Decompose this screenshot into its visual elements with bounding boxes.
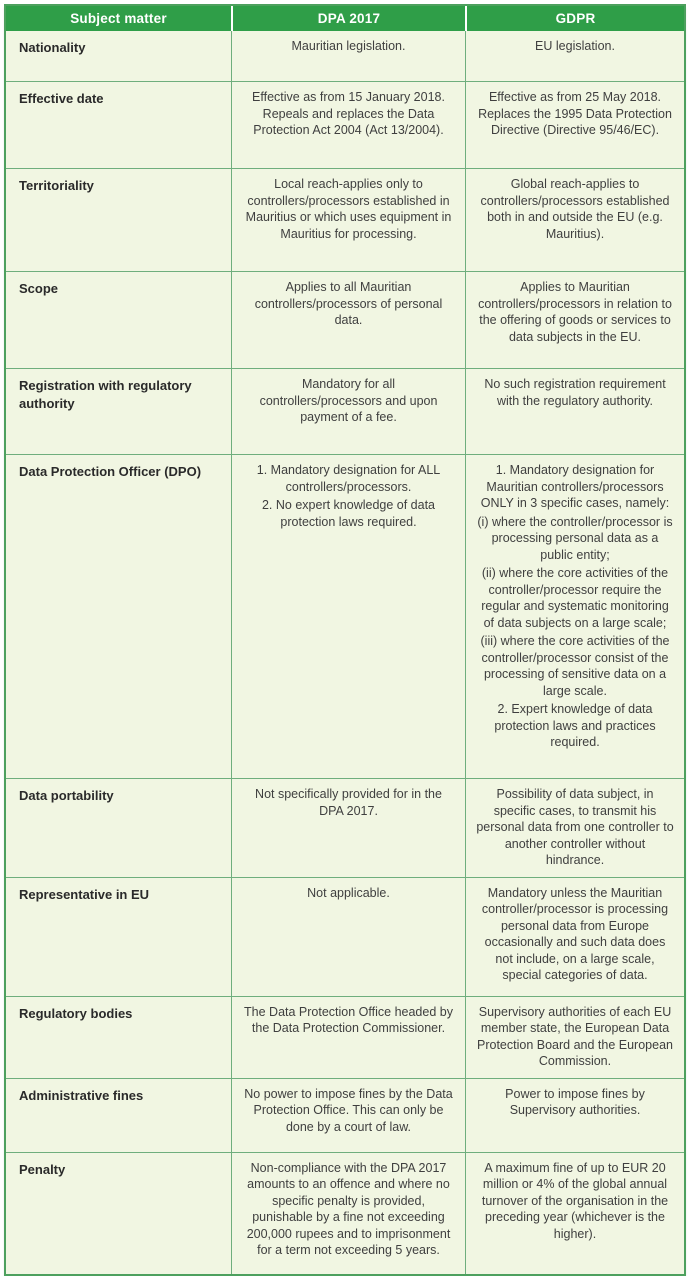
cell-paragraph: EU legislation. — [535, 39, 615, 53]
table-row — [6, 454, 684, 778]
dpa-cell — [231, 82, 465, 168]
table-row — [6, 271, 684, 368]
table-row — [6, 1078, 684, 1152]
header-subject-matter — [6, 6, 231, 31]
subject-cell: Representative in EU — [19, 886, 150, 902]
cell-paragraph: 2. Expert knowledge of data protection laws and practices required. — [494, 702, 656, 749]
header-gdpr — [465, 6, 684, 31]
table-row — [6, 778, 684, 877]
dpa-cell — [231, 31, 465, 81]
gdpr-cell — [465, 169, 684, 271]
dpa-cell — [231, 779, 465, 877]
cell-paragraph: 2. No expert knowledge of data protection laws required. — [261, 498, 436, 529]
cell-paragraph: Supervisory authorities of each EU member state, the European Data Protection Board and the European Commission. — [477, 1004, 673, 1068]
table-row — [6, 81, 684, 168]
header-label: DPA 2017 — [317, 11, 381, 26]
table-body — [6, 31, 684, 1274]
cell-paragraph: Mandatory for all controllers/processors and upon payment of a fee. — [259, 377, 438, 424]
cell-paragraph: Mandatory unless the Mauritian controller/processor is processing personal data from Europe occasionally and such data does not include, on a large scale, special categories of data. — [481, 885, 669, 982]
dpa-cell — [231, 878, 465, 996]
cell-paragraph: Not applicable. — [307, 885, 390, 900]
dpa-cell — [231, 1079, 465, 1152]
table-row — [6, 996, 684, 1078]
table-row — [6, 877, 684, 996]
cell-paragraph: Mauritian legislation. — [291, 39, 406, 53]
cell-paragraph: 1. Mandatory designation for ALL controllers/processors. — [256, 463, 441, 494]
gdpr-cell — [465, 369, 684, 454]
cell-paragraph: A maximum fine of up to EUR 20 million or 4% of the global annual turnover of the organisation in the preceding year (whichever is the higher). — [481, 1160, 669, 1241]
gdpr-cell — [465, 997, 684, 1078]
table-row — [6, 368, 684, 454]
cell-paragraph: No power to impose fines by the Data Protection Office. This can only be done by a court of law. — [244, 1086, 453, 1134]
dpa-cell — [231, 169, 465, 271]
header-label: GDPR — [555, 11, 596, 26]
cell-paragraph: (i) where the controller/processor is processing personal data as a public entity; — [477, 514, 673, 562]
subject-cell: Regulatory bodies — [19, 1005, 133, 1021]
header-dpa-2017 — [231, 6, 465, 31]
cell-paragraph: Applies to all Mauritian controllers/processors of personal data. — [254, 280, 443, 327]
cell-paragraph: Effective as from 25 May 2018. Replaces the 1995 Data Protection Directive (Directive 95/46/EC). — [478, 90, 672, 137]
cell-paragraph: Effective as from 15 January 2018. Repeals and replaces the Data Protection Act 2004 (Act 13/2004). — [252, 90, 445, 137]
table-row — [6, 1152, 684, 1274]
cell-paragraph: Local reach-applies only to controllers/processors established in Mauritius or which uses equipment in Mauritius for processing. — [245, 177, 452, 241]
subject-cell: Data Protection Officer (DPO) — [19, 464, 202, 479]
cell-paragraph: No such registration requirement with the regulatory authority. — [484, 377, 666, 408]
subject-cell: Territoriality — [19, 178, 94, 193]
cell-paragraph: The Data Protection Office headed by the Data Protection Commissioner. — [244, 1004, 453, 1035]
cell-paragraph: (iii) where the core activities of the controller/processor consist of the processing of sensitive data on a large scale. — [480, 634, 670, 698]
header-label: Subject matter — [70, 11, 167, 26]
dpa-cell — [231, 272, 465, 368]
gdpr-cell — [465, 1079, 684, 1152]
gdpr-cell — [465, 455, 684, 778]
cell-paragraph: (ii) where the core activities of the controller/processor require the regular and systematic monitoring of data subjects on a large scale; — [481, 566, 669, 630]
subject-cell: Nationality — [19, 40, 86, 55]
subject-cell: Penalty — [19, 1161, 66, 1177]
gdpr-cell — [465, 779, 684, 877]
subject-cell: Effective date — [19, 91, 104, 106]
cell-paragraph: Global reach-applies to controllers/processors established both in and outside the EU (e.g. Mauritius). — [480, 177, 670, 241]
table-row — [6, 31, 684, 81]
cell-paragraph: 1. Mandatory designation for Mauritian controllers/processors ONLY in 3 specific cases, namely: — [480, 463, 670, 510]
dpa-cell — [231, 455, 465, 778]
gdpr-cell — [465, 82, 684, 168]
dpa-cell — [231, 997, 465, 1078]
subject-cell: Data portability — [19, 788, 114, 803]
subject-cell: Administrative fines — [19, 1087, 144, 1103]
cell-paragraph: Possibility of data subject, in specific cases, to transmit his personal data from one controller to another controller without hindrance. — [476, 787, 674, 867]
subject-cell: Scope — [19, 281, 59, 296]
subject-cell: Registration with regulatory authority — [19, 378, 192, 411]
dpa-cell — [231, 369, 465, 454]
table-header-row — [6, 6, 684, 31]
comparison-table — [4, 4, 686, 1276]
dpa-cell — [231, 1153, 465, 1274]
cell-paragraph: Applies to Mauritian controllers/processors in relation to the offering of goods or services to data subjects in the EU. — [478, 280, 672, 344]
table-row — [6, 168, 684, 271]
cell-paragraph: Not specifically provided for in the DPA 2017. — [255, 787, 442, 818]
cell-paragraph: Power to impose fines by Supervisory authorities. — [505, 1086, 645, 1117]
gdpr-cell — [465, 31, 684, 81]
gdpr-cell — [465, 272, 684, 368]
gdpr-cell — [465, 878, 684, 996]
cell-paragraph: Non-compliance with the DPA 2017 amounts to an offence and where no specific penalty is provided, punishable by a fine not exceeding 200,000 rupees and to imprisonment for a term not exceeding 5 years. — [246, 1160, 451, 1257]
gdpr-cell — [465, 1153, 684, 1274]
